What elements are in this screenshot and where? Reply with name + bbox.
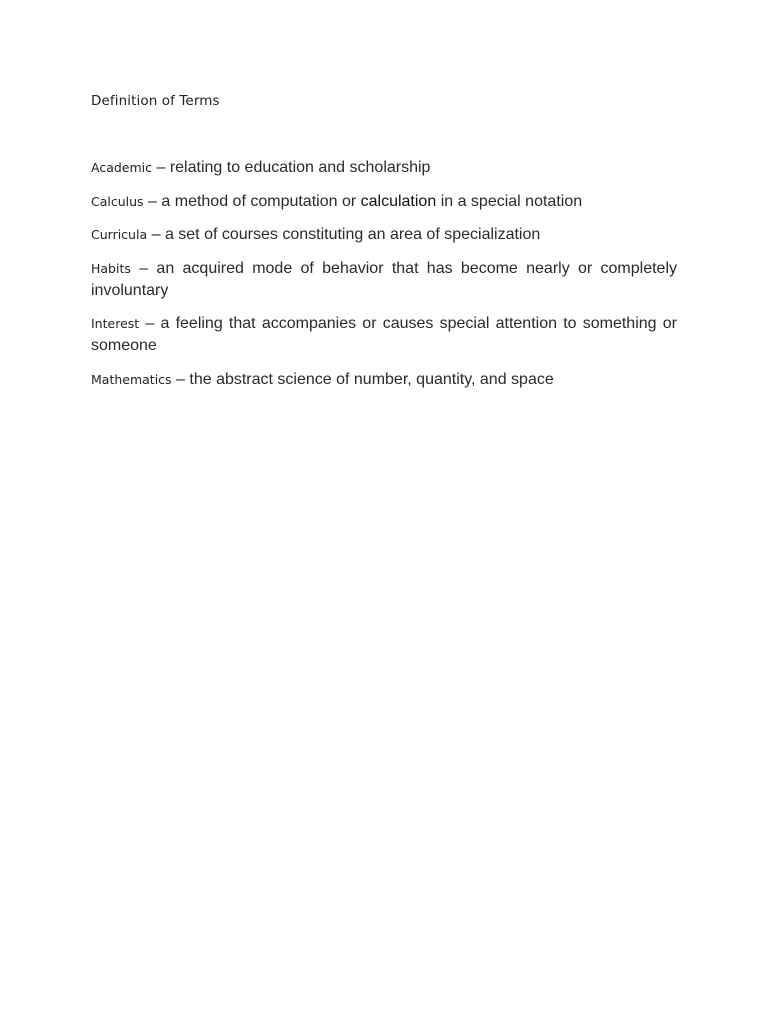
- term-definition: a method of computation or: [161, 192, 357, 210]
- term-definition: a set of courses constituting an area of specialization: [164, 226, 541, 243]
- term-label: Academic: [91, 160, 153, 175]
- term-definition-emphasis: calculation: [360, 192, 437, 210]
- definition-entry-curricula: [91, 224, 677, 246]
- term-label: Habits: [91, 260, 131, 276]
- term-label: Calculus: [91, 193, 144, 209]
- term-dash: –: [139, 259, 149, 277]
- term-dash: –: [156, 159, 166, 176]
- definition-entry-academic: [91, 157, 677, 179]
- term-label: Curricula: [91, 227, 148, 242]
- term-dash: –: [148, 192, 157, 210]
- term-definition-end: in a special notation: [440, 192, 583, 210]
- definition-entry-mathematics: [91, 369, 677, 391]
- term-label: Mathematics: [91, 371, 172, 387]
- definition-list: [91, 157, 677, 402]
- term-definition: relating to education and scholarship: [169, 159, 431, 176]
- term-dash: –: [145, 315, 155, 332]
- term-dash: –: [176, 370, 185, 388]
- term-definition: the abstract science of number, quantity, and space: [189, 370, 554, 388]
- term-definition: an acquired mode of behavior that has become nearly or completely involuntary: [91, 259, 678, 299]
- term-label: Interest: [91, 316, 140, 331]
- definition-entry-interest: [91, 313, 677, 357]
- document-title: Definition of Terms: [91, 93, 220, 109]
- definition-entry-habits: [91, 258, 677, 302]
- term-definition: a feeling that accompanies or causes special attention to something or someone: [91, 315, 677, 354]
- definition-entry-calculus: [91, 191, 677, 213]
- term-dash: –: [151, 226, 161, 243]
